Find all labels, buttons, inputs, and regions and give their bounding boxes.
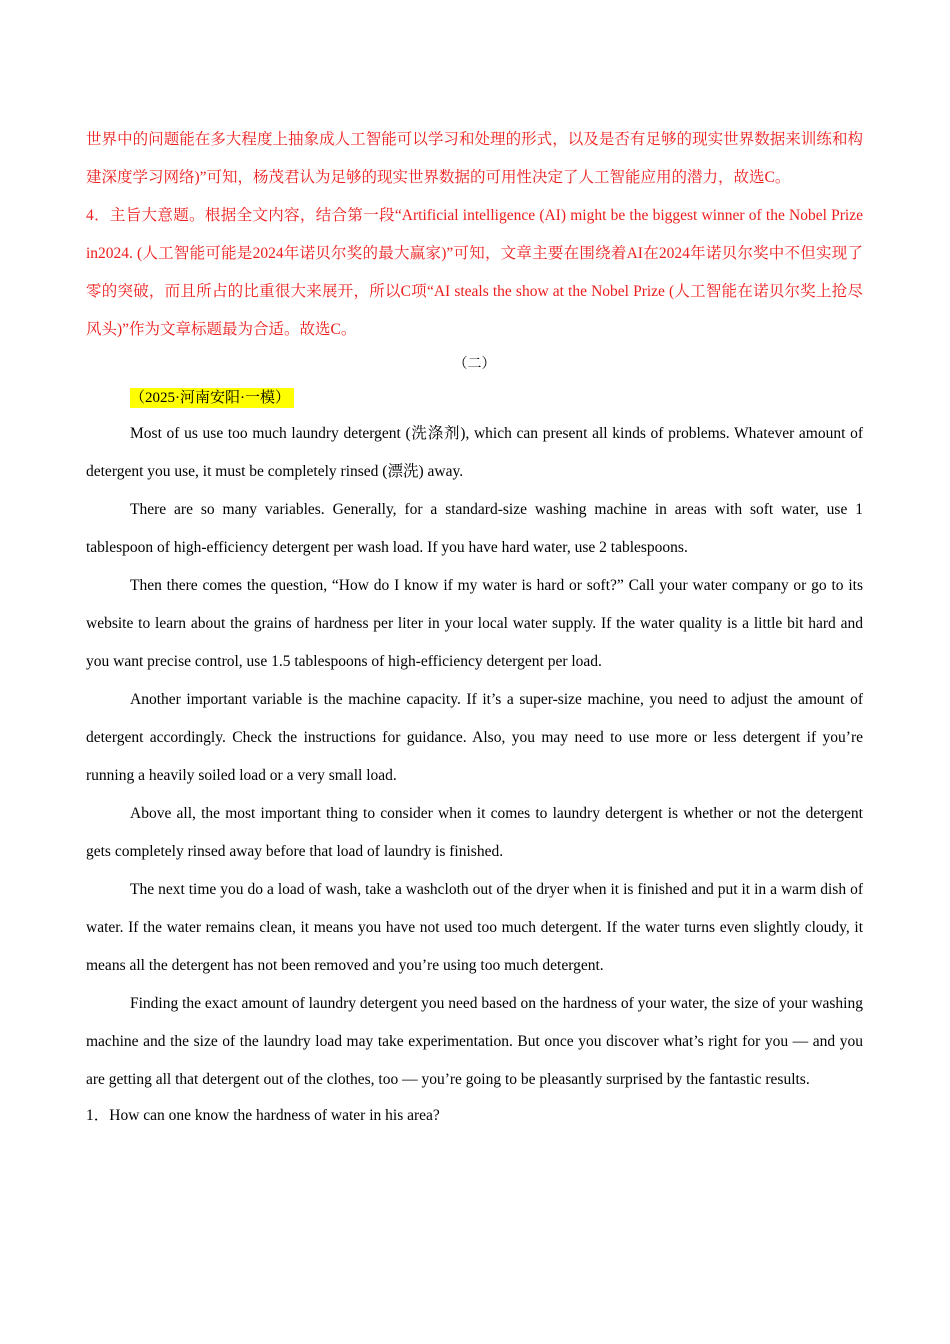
answer-explanation-4: 4．主旨大意题。根据全文内容，结合第一段“Artificial intelligence (AI) might be the biggest winner of the Nobel Prize in2024. (人工智能可能是2024年诺贝尔奖的最大赢家)”可知，文章主要在围绕着AI在2024年诺贝尔奖中不但实现了零的突破，而且所占的比重很大来展开，所以C项“AI steals the show at the Nobel Prize (人工智能在诺贝尔奖上抢尽风头)”作为文章标题最为合适。故选C。 — [86, 207, 863, 338]
source-tag: （2025·河南安阳·一模） — [130, 388, 294, 408]
passage-paragraph-4: Another important variable is the machine capacity. If it’s a super-size machine, you need to adjust the amount of detergent accordingly. Check the instructions for guidance. Also, you may need to use more or less detergent if you’re running a heavily soiled load or a very small load. — [86, 691, 863, 784]
passage-paragraph-7: Finding the exact amount of laundry detergent you need based on the hardness of your water, the size of your washing machine and the size of the laundry load may take experimentation. But once you discover what’s right for you — and you are getting all that detergent out of the clothes, too — you’re going to be pleasantly surprised by the fantastic results. — [86, 995, 863, 1088]
passage-paragraph-3: Then there comes the question, “How do I know if my water is hard or soft?” Call your water company or go to its website to learn about the grains of hardness per liter in your local water supply. If the water quality is a little bit hard and you want precise control, use 1.5 tablespoons of high-efficiency detergent per load. — [86, 577, 863, 670]
document-page — [86, 121, 863, 1133]
passage-paragraph-6: The next time you do a load of wash, take a washcloth out of the dryer when it is finished and put it in a warm dish of water. If the water remains clean, it means you have not used too much detergent. If the water turns even slightly cloudy, it means all the detergent has not been removed and you’re using too much detergent. — [86, 881, 863, 974]
source-tag-line — [86, 381, 863, 415]
passage-paragraph-2: There are so many variables. Generally, for a standard-size washing machine in areas with soft water, use 1 tablespoon of high-efficiency detergent per wash load. If you have hard water, use 2 tablespoons. — [86, 501, 863, 556]
passage-paragraph-1: Most of us use too much laundry detergent (洗涤剂), which can present all kinds of problems. Whatever amount of detergent you use, it must be completely rinsed (漂洗) away. — [86, 425, 863, 480]
question-1: 1．How can one know the hardness of water in his area? — [86, 1107, 440, 1124]
section-title: （二） — [453, 357, 496, 372]
passage-paragraph-5: Above all, the most important thing to consider when it comes to laundry detergent is whether or not the detergent gets completely rinsed away before that load of laundry is finished. — [86, 805, 863, 860]
answer-explanation-3-tail: 世界中的问题能在多大程度上抽象成人工智能可以学习和处理的形式，以及是否有足够的现实世界数据来训练和构建深度学习网络)”可知，杨茂君认为足够的现实世界数据的可用性决定了人工智能应用的潜力，故选C。 — [86, 131, 863, 186]
